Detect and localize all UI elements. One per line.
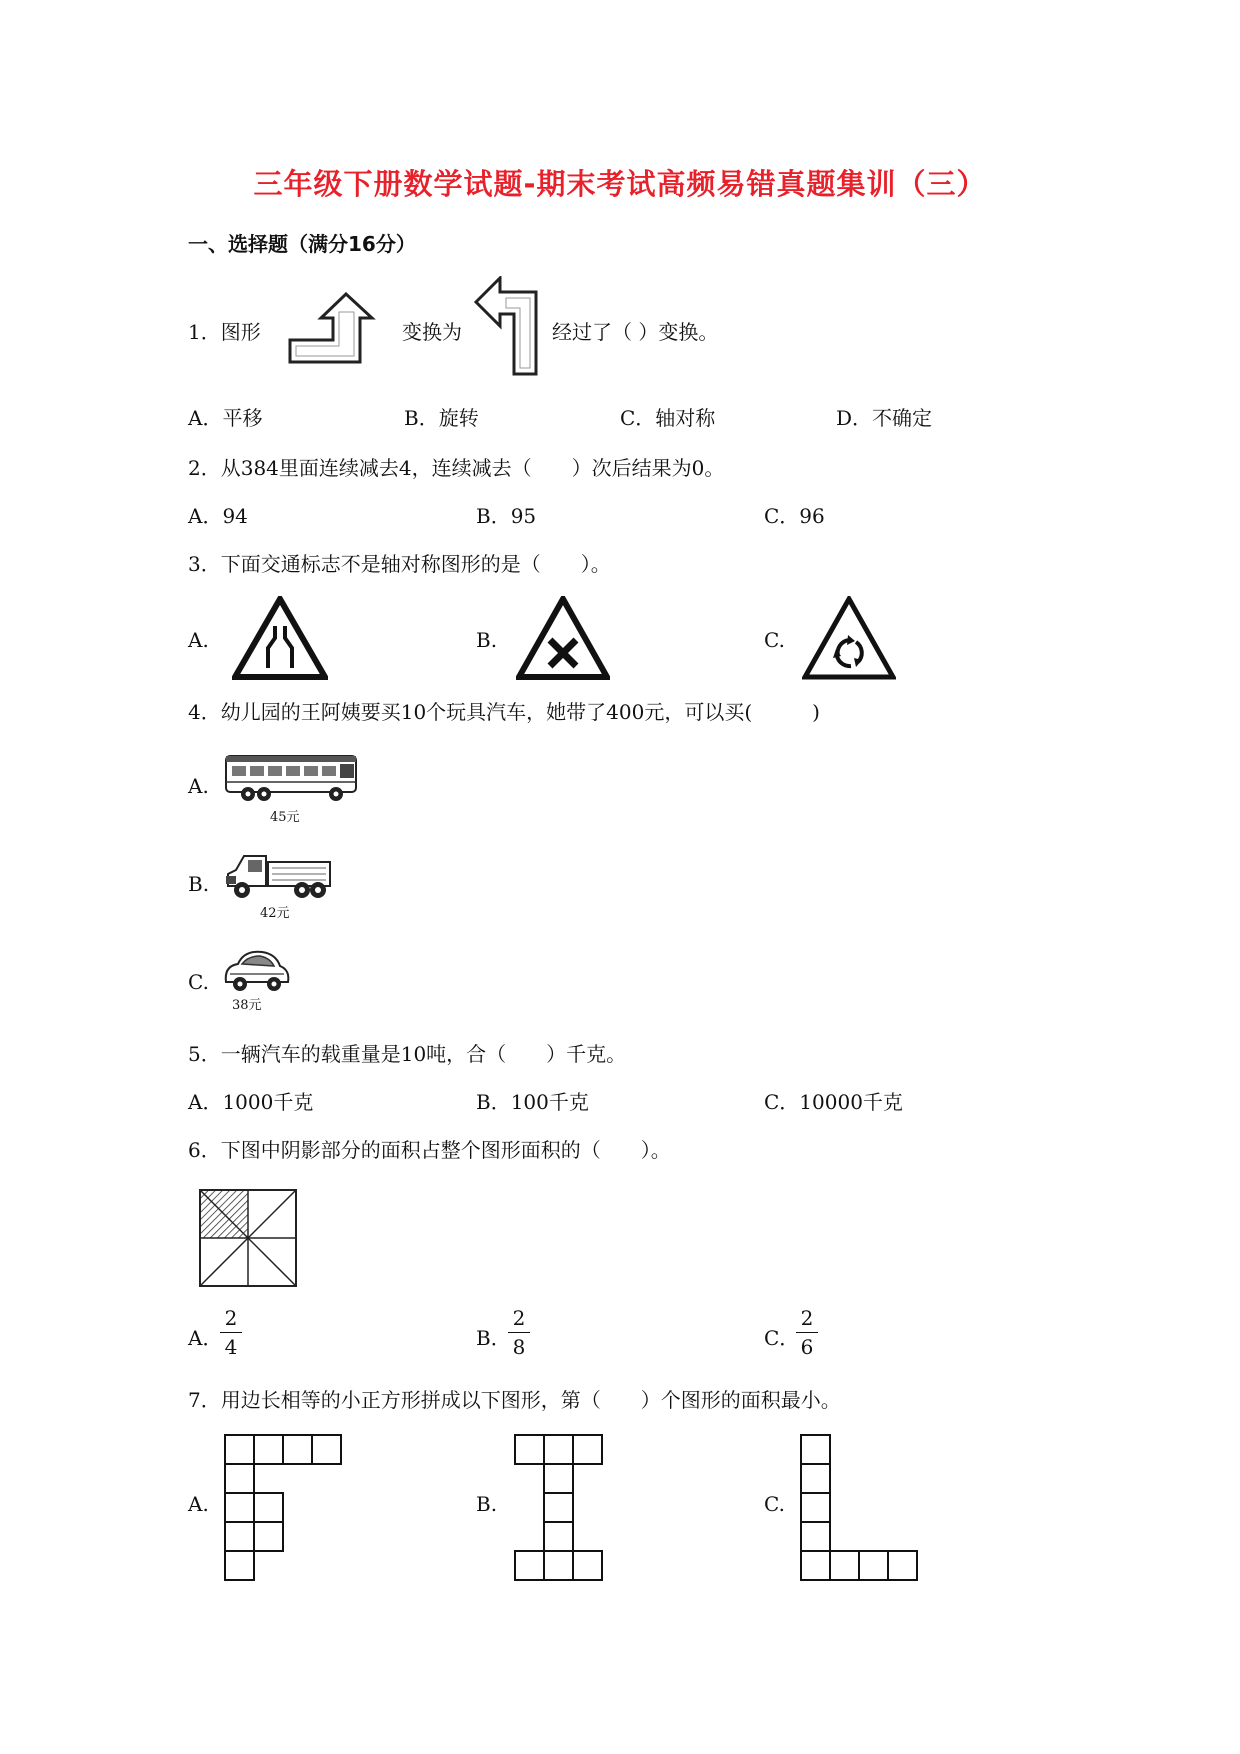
q4-option-a[interactable]: A.	[188, 774, 209, 798]
grid-shape-c-figure	[798, 1432, 922, 1588]
fraction-bar	[220, 1332, 242, 1333]
narrowing-road-sign-icon	[232, 596, 328, 680]
q5-option-a[interactable]: A．1000千克	[188, 1090, 314, 1114]
grid-shape-a-figure	[222, 1432, 346, 1588]
fraction-b-numerator: 2	[512, 1306, 526, 1330]
bus-price: 45元	[270, 810, 300, 825]
crossroad-warning-sign-icon	[516, 596, 610, 680]
q7-option-b[interactable]: B.	[476, 1492, 498, 1516]
q2-option-b[interactable]: B．95	[476, 504, 537, 528]
q2-option-c[interactable]: C．96	[764, 504, 825, 528]
q1-arrow-original-figure	[288, 292, 390, 364]
fraction-c-denominator: 6	[800, 1335, 814, 1359]
q6-fraction-b	[508, 1308, 530, 1357]
q1-option-d[interactable]: D．不确定	[836, 406, 933, 430]
fraction-c-numerator: 2	[800, 1306, 814, 1330]
q7-option-c[interactable]: C.	[764, 1492, 785, 1516]
q4-option-b[interactable]: B.	[188, 872, 210, 896]
q3-option-b[interactable]: B.	[476, 628, 498, 652]
q5-option-b[interactable]: B．100千克	[476, 1090, 589, 1114]
q4-option-c[interactable]: C.	[188, 970, 209, 994]
q1-option-a[interactable]: A．平移	[188, 406, 263, 430]
section-heading: 一、选择题（满分16分）	[188, 232, 416, 256]
fraction-bar	[508, 1332, 530, 1333]
q6-option-a[interactable]: A．	[188, 1326, 223, 1350]
q1-option-c[interactable]: C．轴对称	[620, 406, 716, 430]
truck-icon	[222, 850, 334, 902]
q7-option-a[interactable]: A.	[188, 1492, 209, 1516]
toy-car-price: 38元	[232, 998, 262, 1013]
q7-text: 7．用边长相等的小正方形拼成以下图形，第（ ）个图形的面积最小。	[188, 1388, 841, 1412]
fraction-bar	[796, 1332, 818, 1333]
q6-fraction-c	[796, 1308, 818, 1357]
fraction-b-denominator: 8	[512, 1335, 526, 1359]
fraction-a-denominator: 4	[224, 1335, 238, 1359]
q4-text: 4．幼儿园的王阿姨要买10个玩具汽车，她带了400元，可以买( )	[188, 700, 820, 724]
q2-text: 2．从384里面连续减去4，连续减去（ ）次后结果为0。	[188, 456, 725, 480]
q1-option-b[interactable]: B．旋转	[404, 406, 479, 430]
fraction-a-numerator: 2	[224, 1306, 238, 1330]
roundabout-sign-icon	[802, 596, 896, 680]
shaded-square-figure	[196, 1188, 300, 1288]
page-title: 三年级下册数学试题-期末考试高频易错真题集训（三）	[253, 167, 987, 201]
q3-option-c[interactable]: C.	[764, 628, 785, 652]
q3-text: 3．下面交通标志不是轴对称图形的是（ ）。	[188, 552, 611, 576]
q6-option-c[interactable]: C．	[764, 1326, 800, 1350]
q1-suffix: 经过了（ ）变换。	[552, 320, 719, 344]
q5-option-c[interactable]: C．10000千克	[764, 1090, 903, 1114]
truck-price: 42元	[260, 906, 290, 921]
q5-text: 5．一辆汽车的载重量是10吨，合（ ）千克。	[188, 1042, 627, 1066]
q2-option-a[interactable]: A．94	[188, 504, 248, 528]
q6-fraction-a	[220, 1308, 242, 1357]
q6-option-b[interactable]: B．	[476, 1326, 511, 1350]
bus-icon	[222, 752, 362, 804]
grid-shape-b-figure	[512, 1432, 608, 1588]
q1-arrow-transformed-figure	[474, 276, 542, 376]
q3-option-a[interactable]: A.	[188, 628, 209, 652]
toy-car-icon	[220, 944, 292, 1000]
q6-text: 6．下图中阴影部分的面积占整个图形面积的（ ）。	[188, 1138, 671, 1162]
q1-prefix: 1．图形	[188, 320, 261, 344]
q1-middle: 变换为	[402, 320, 462, 344]
